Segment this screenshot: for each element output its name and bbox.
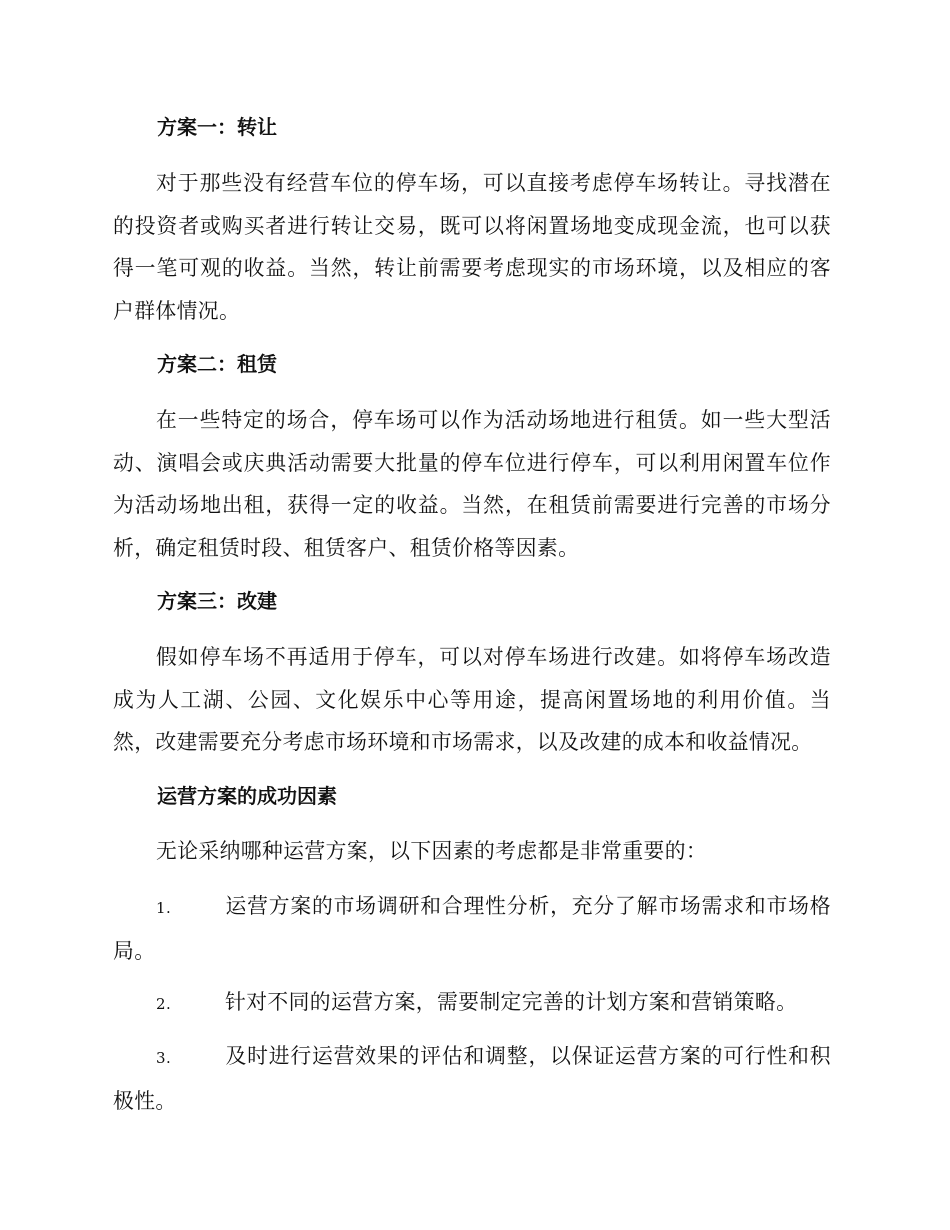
list-item-text: 针对不同的运营方案，需要制定完善的计划方案和营销策略。 [225,990,798,1014]
heading-plan-transfer: 方案一：转让 [157,115,277,139]
paragraph-plan-transfer: 对于那些没有经营车位的停车场，可以直接考虑停车场转让。寻找潜在的投资者或购买者进行转让交易，既可以将闲置场地变成现金流，也可以获得一笔可观的收益。当然，转让前需要考虑现实的市场环境，以及相应的客户群体情况。 [113,171,831,323]
heading-plan-lease: 方案二：租赁 [157,352,277,376]
paragraph-success-intro: 无论采纳哪种运营方案，以下因素的考虑都是非常重要的： [156,839,708,863]
list-item [113,885,831,972]
list-item-number: 2. [156,995,172,1013]
list-item [113,1035,831,1122]
paragraph-plan-rebuild: 假如停车场不再适用于停车，可以对停车场进行改建。如将停车场改造成为人工湖、公园、文化娱乐中心等用途，提高闲置场地的利用价值。当然，改建需要充分考虑市场环境和市场需求，以及改建的成本和收益情况。 [113,645,831,754]
list-item-text: 运营方案的市场调研和合理性分析，充分了解市场需求和市场格局。 [113,894,831,963]
paragraph-plan-lease: 在一些特定的场合，停车场可以作为活动场地进行租赁。如一些大型活动、演唱会或庆典活动需要大批量的停车位进行停车，可以利用闲置车位作为活动场地出租，获得一定的收益。当然，在租赁前需要进行完善的市场分析，确定租赁时段、租赁客户、租赁价格等因素。 [113,408,831,560]
heading-plan-rebuild: 方案三：改建 [157,589,277,613]
heading-success-factors: 运营方案的成功因素 [157,784,337,808]
list-item-text: 及时进行运营效果的评估和调整，以保证运营方案的可行性和积极性。 [113,1044,831,1113]
list-item-number: 1. [156,899,172,917]
list-item [113,981,831,1026]
list-item-number: 3. [156,1049,172,1067]
